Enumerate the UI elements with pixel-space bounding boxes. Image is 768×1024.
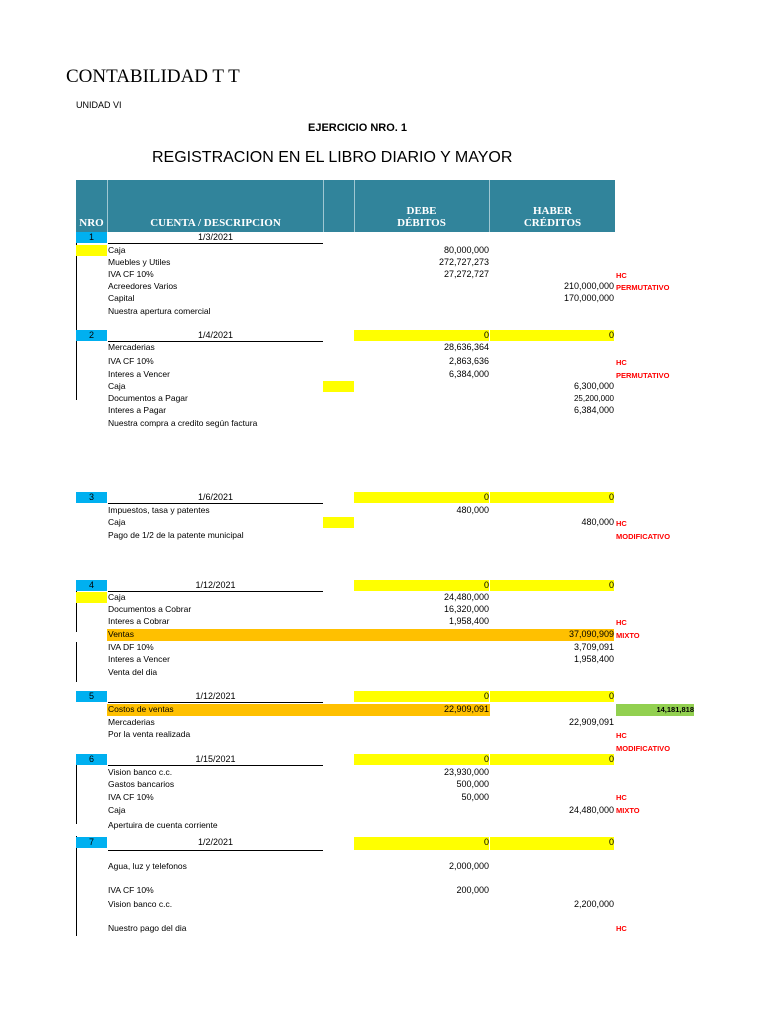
credit-amount: 210,000,000 (563, 281, 614, 291)
header-cuenta: CUENTA / DESCRIPCION (150, 217, 281, 229)
account-name: Documentos a Cobrar (108, 604, 192, 614)
entry-description: Nuestra apertura comercial (108, 306, 211, 316)
highlight-cell (323, 517, 354, 528)
classification-label: HC (616, 271, 627, 280)
debit-total: 0 (354, 691, 489, 702)
debit-amount: 16,320,000 (443, 604, 489, 614)
credit-total: 0 (490, 691, 614, 702)
classification-label: PERMUTATIVO (616, 371, 670, 380)
header-creditos: CRÉDITOS (523, 217, 582, 229)
account-name: Ventas (108, 629, 134, 639)
debit-amount: 2,863,636 (448, 356, 489, 366)
entry-description: Nuestro pago del dia (108, 923, 187, 933)
debit-amount: 1,958,400 (448, 616, 489, 626)
debit-amount: 6,384,000 (448, 369, 489, 379)
credit-total: 0 (490, 580, 614, 591)
debit-amount: 2,000,000 (448, 861, 489, 871)
entry-description: Venta del dia (108, 667, 158, 677)
entry-description: Por la venta realizada (108, 729, 191, 739)
debit-amount: 272,727,273 (438, 257, 489, 267)
credit-amount: 1,958,400 (573, 654, 614, 664)
account-name: Interes a Pagar (108, 405, 167, 415)
entry-number: 3 (76, 492, 107, 503)
credit-amount: 37,090,909 (568, 629, 614, 639)
classification-label: HC (616, 924, 627, 933)
unit-label: UNIDAD VI (76, 100, 122, 110)
credit-amount: 25,200,000 (573, 394, 614, 403)
debit-total: 0 (354, 580, 489, 591)
entry-date: 1/3/2021 (197, 232, 234, 242)
entry-number: 2 (76, 330, 107, 341)
entry-date: 1/2/2021 (197, 837, 234, 847)
account-name: IVA CF 10% (108, 885, 154, 895)
entry-description: Pago de 1/2 de la patente municipal (108, 530, 244, 540)
account-name: Costos de ventas (108, 704, 174, 714)
account-name: Impuestos, tasa y patentes (108, 505, 210, 515)
account-name: IVA DF 10% (108, 642, 154, 652)
debit-amount: 24,480,000 (443, 592, 489, 602)
account-name: Gastos bancarios (108, 779, 175, 789)
credit-amount: 480,000 (581, 517, 614, 527)
debit-total: 0 (354, 837, 489, 850)
account-name: Vision banco c.c. (108, 899, 173, 909)
debit-amount: 50,000 (461, 792, 489, 802)
debit-total: 0 (354, 754, 489, 765)
entry-description: Nuestra compra a credito según factura (108, 418, 258, 428)
credit-amount: 170,000,000 (563, 293, 614, 303)
entry-number: 4 (76, 580, 107, 591)
entry-number: 5 (76, 691, 107, 702)
account-name: Acreedores Varios (108, 281, 178, 291)
highlight-cell (76, 592, 107, 603)
credit-total: 0 (490, 837, 614, 850)
account-name: IVA CF 10% (108, 356, 154, 366)
classification-label: HC (616, 618, 627, 627)
credit-amount: 2,200,000 (573, 899, 614, 909)
classification-label: HC (616, 793, 627, 802)
credit-amount: 3,709,091 (573, 642, 614, 652)
entry-date: 1/15/2021 (195, 754, 236, 764)
classification-label: HC (616, 358, 627, 367)
entry-number: 1 (76, 232, 107, 243)
credit-total: 0 (490, 330, 614, 341)
header-nro: NRO (79, 217, 104, 229)
debit-amount: 80,000,000 (443, 245, 489, 255)
ledger-subtitle: REGISTRACION EN EL LIBRO DIARIO Y MAYOR (152, 149, 513, 166)
entry-date: 1/4/2021 (197, 330, 234, 340)
classification-label: PERMUTATIVO (616, 283, 670, 292)
entry-date: 1/6/2021 (197, 492, 234, 502)
classification-label: MIXTO (616, 806, 640, 815)
exercise-label: EJERCICIO NRO. 1 (308, 122, 408, 134)
debit-total: 0 (354, 330, 489, 341)
account-name: Caja (108, 805, 126, 815)
account-name: Caja (108, 592, 126, 602)
debit-amount: 27,272,727 (443, 269, 489, 279)
debit-amount: 28,636,364 (443, 342, 489, 352)
account-name: Interes a Vencer (108, 654, 170, 664)
classification-label: MODIFICATIVO (616, 744, 671, 753)
account-name: Mercaderias (108, 342, 155, 352)
credit-amount: 6,300,000 (573, 381, 614, 391)
classification-label: MODIFICATIVO (616, 532, 671, 541)
credit-amount: 24,480,000 (568, 805, 614, 815)
account-name: IVA CF 10% (108, 269, 154, 279)
classification-label: MIXTO (616, 631, 640, 640)
debit-amount: 200,000 (456, 885, 489, 895)
entry-description: Apertuira de cuenta corriente (108, 820, 218, 830)
debit-total: 0 (354, 492, 489, 503)
highlight-cell (323, 381, 354, 392)
credit-amount: 22,909,091 (568, 717, 614, 727)
debit-amount: 23,930,000 (443, 767, 489, 777)
account-name: Caja (108, 381, 126, 391)
account-name: Mercaderias (108, 717, 155, 727)
classification-label: HC (616, 519, 627, 528)
debit-amount: 500,000 (456, 779, 489, 789)
account-name: Interes a Cobrar (108, 616, 170, 626)
entry-number: 7 (76, 837, 107, 848)
entry-number: 6 (76, 754, 107, 765)
credit-amount: 6,384,000 (573, 405, 614, 415)
account-name: Caja (108, 517, 126, 527)
entry-date: 1/12/2021 (195, 580, 236, 590)
account-name: Capital (108, 293, 135, 303)
highlight-cell (76, 245, 107, 256)
credit-total: 0 (490, 492, 614, 503)
account-name: Caja (108, 245, 126, 255)
header-haber: HABER (532, 205, 573, 217)
account-name: IVA CF 10% (108, 792, 154, 802)
header-debitos: DÉBITOS (397, 217, 446, 229)
account-name: Agua, luz y telefonos (108, 861, 187, 871)
entry-date: 1/12/2021 (195, 691, 236, 701)
account-name: Muebles y Utiles (108, 257, 171, 267)
debit-amount: 22,909,091 (443, 704, 489, 714)
side-value: 14,181,818 (616, 704, 694, 716)
header-debe: DEBE (406, 205, 437, 217)
credit-total: 0 (490, 754, 614, 765)
debit-amount: 480,000 (456, 505, 489, 515)
account-name: Vision banco c.c. (108, 767, 173, 777)
account-name: Documentos a Pagar (108, 393, 188, 403)
classification-label: HC (616, 731, 627, 740)
account-name: Interes a Vencer (108, 369, 170, 379)
document-title: CONTABILIDAD T T (66, 66, 240, 87)
